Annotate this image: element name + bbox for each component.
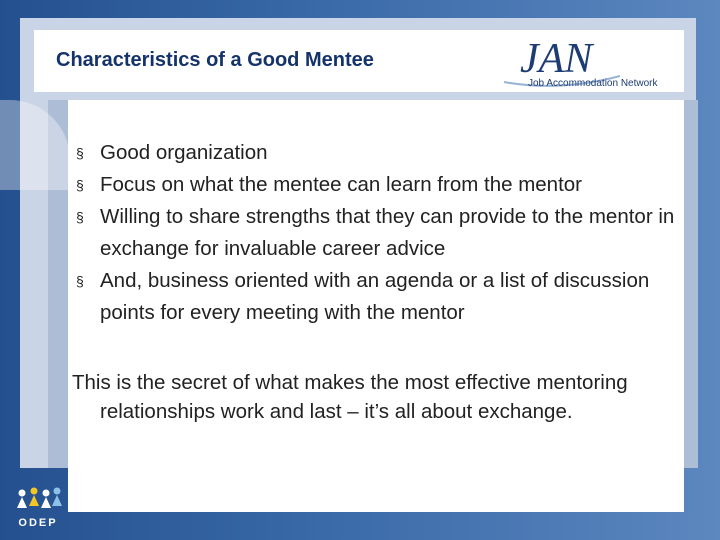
slide-title: Characteristics of a Good Mentee xyxy=(56,49,374,71)
bullet-text: Willing to share strengths that they can provide to the mentor in exchange for invaluable career advice xyxy=(100,205,675,260)
logo-tagline: Job Accommodation Network xyxy=(528,78,658,89)
people-icon xyxy=(12,484,64,516)
bullet-text: Focus on what the mentee can learn from the mentor xyxy=(100,173,583,196)
bullet-marker: § xyxy=(76,145,84,161)
bullet-list xyxy=(76,137,676,329)
bullet-item xyxy=(76,201,676,265)
bullet-marker: § xyxy=(76,273,84,289)
bullet-item xyxy=(76,265,676,329)
bullet-item xyxy=(76,137,676,169)
title-bar xyxy=(34,30,684,92)
content-area xyxy=(68,100,684,512)
closing-paragraph: This is the secret of what makes the most effective mentoring relationships work and last – it’s all about exchange. xyxy=(72,371,628,423)
bullet-item xyxy=(76,169,676,201)
odep-label: ODEP xyxy=(18,517,58,529)
bullet-marker: § xyxy=(76,177,84,193)
bullet-text: And, business oriented with an agenda or a list of discussion points for every meeting with the mentor xyxy=(100,269,650,324)
bullet-text: Good organization xyxy=(100,141,268,164)
odep-logo xyxy=(12,484,64,532)
bullet-marker: § xyxy=(76,209,84,225)
jan-logo xyxy=(500,32,678,90)
logo-letters: JAN xyxy=(520,36,593,82)
